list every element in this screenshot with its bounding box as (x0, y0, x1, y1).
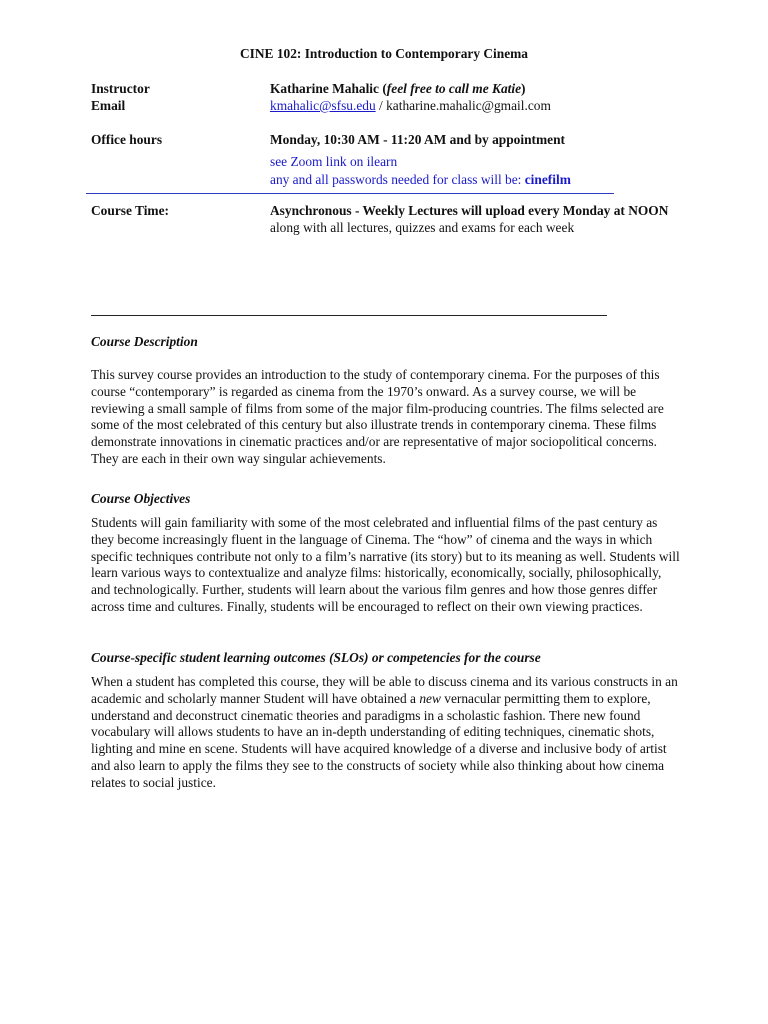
blue-divider (86, 193, 614, 194)
office-hours-time: Monday, 10:30 AM - 11:20 AM and by appointment (270, 132, 565, 147)
email-value (270, 98, 551, 114)
course-time-headline: Asynchronous - Weekly Lectures will upload every Monday at NOON (270, 203, 669, 218)
email-label: Email (91, 98, 126, 113)
objectives-heading: Course Objectives (91, 491, 191, 506)
instructor-name: Katharine Mahalic (270, 81, 379, 96)
section-divider (91, 315, 607, 316)
instructor-value (270, 81, 526, 97)
instructor-paren-close: ) (521, 81, 526, 96)
email-separator: / (375, 98, 387, 113)
slos-body-italic: new (419, 690, 441, 706)
description-heading: Course Description (91, 334, 198, 349)
instructor-note: feel free to call me Katie (386, 81, 522, 96)
email-link[interactable]: kmahalic@sfsu.edu (270, 98, 376, 113)
objectives-body: Students will gain familiarity with some of the most celebrated and influential films of the past century as they become increasingly fluent in the language of Cinema. The “how” of cinema and the ways in which specific techniques contribute not only to a film’s narrative (its story) but to its meaning as well. Students will learn various ways to contextualize and analyze films: historically, economically, socially, philosophically, and technologically. Further, students will learn about the various film genres and how those genres differ across time and cultures. Finally, students will be encouraged to reflect on their own viewing practices. (91, 515, 680, 614)
zoom-note: see Zoom link on ilearn (270, 154, 398, 169)
password-note (270, 172, 571, 188)
course-time-detail: along with all lectures, quizzes and exams for each week (270, 220, 575, 235)
instructor-label: Instructor (91, 81, 150, 96)
description-body: This survey course provides an introduction to the study of contemporary cinema. For the purposes of this course “contemporary” is regarded as cinema from the 1970’s onward. As a survey course, we will be reviewing a small sample of films from some of the major film-producing countries. The films selected are some of the most celebrated of this century but also illustrate trends in contemporary cinema. These films demonstrate innovations in cinematic practices and/or are representative of major sociopolitical concerns. They are each in their own way singular achievements. (91, 367, 664, 466)
page-title: CINE 102: Introduction to Contemporary Cinema (239, 46, 529, 61)
password-note-text: any and all passwords needed for class will be: (270, 172, 525, 187)
slos-body-before: When a student has completed this course, they will be able to discuss cinema and its various constructs in an academic and scholarly manner Student will have obtained a (91, 674, 678, 706)
course-time-label: Course Time: (91, 203, 169, 218)
password-value: cinefilm (524, 172, 571, 187)
slos-body-after: vernacular permitting them to explore, understand and deconstruct cinematic theories and paradigms in a scholastic fashion. There new found vocabulary will allows students to have an in-depth understanding of editing techniques, cinematic shots, lighting and mine en scene. Students will have acquired knowledge of a diverse and inclusive body of artist and also learn to apply the films they see to the constructs of society while also thinking about how cinema relates to social justice. (91, 690, 667, 790)
email-secondary: katharine.mahalic@gmail.com (386, 98, 551, 113)
slos-body (91, 674, 681, 792)
office-hours-label: Office hours (91, 132, 163, 147)
slos-heading: Course-specific student learning outcomes (SLOs) or competencies for the course (91, 650, 541, 665)
instructor-paren-open: ( (378, 81, 387, 96)
